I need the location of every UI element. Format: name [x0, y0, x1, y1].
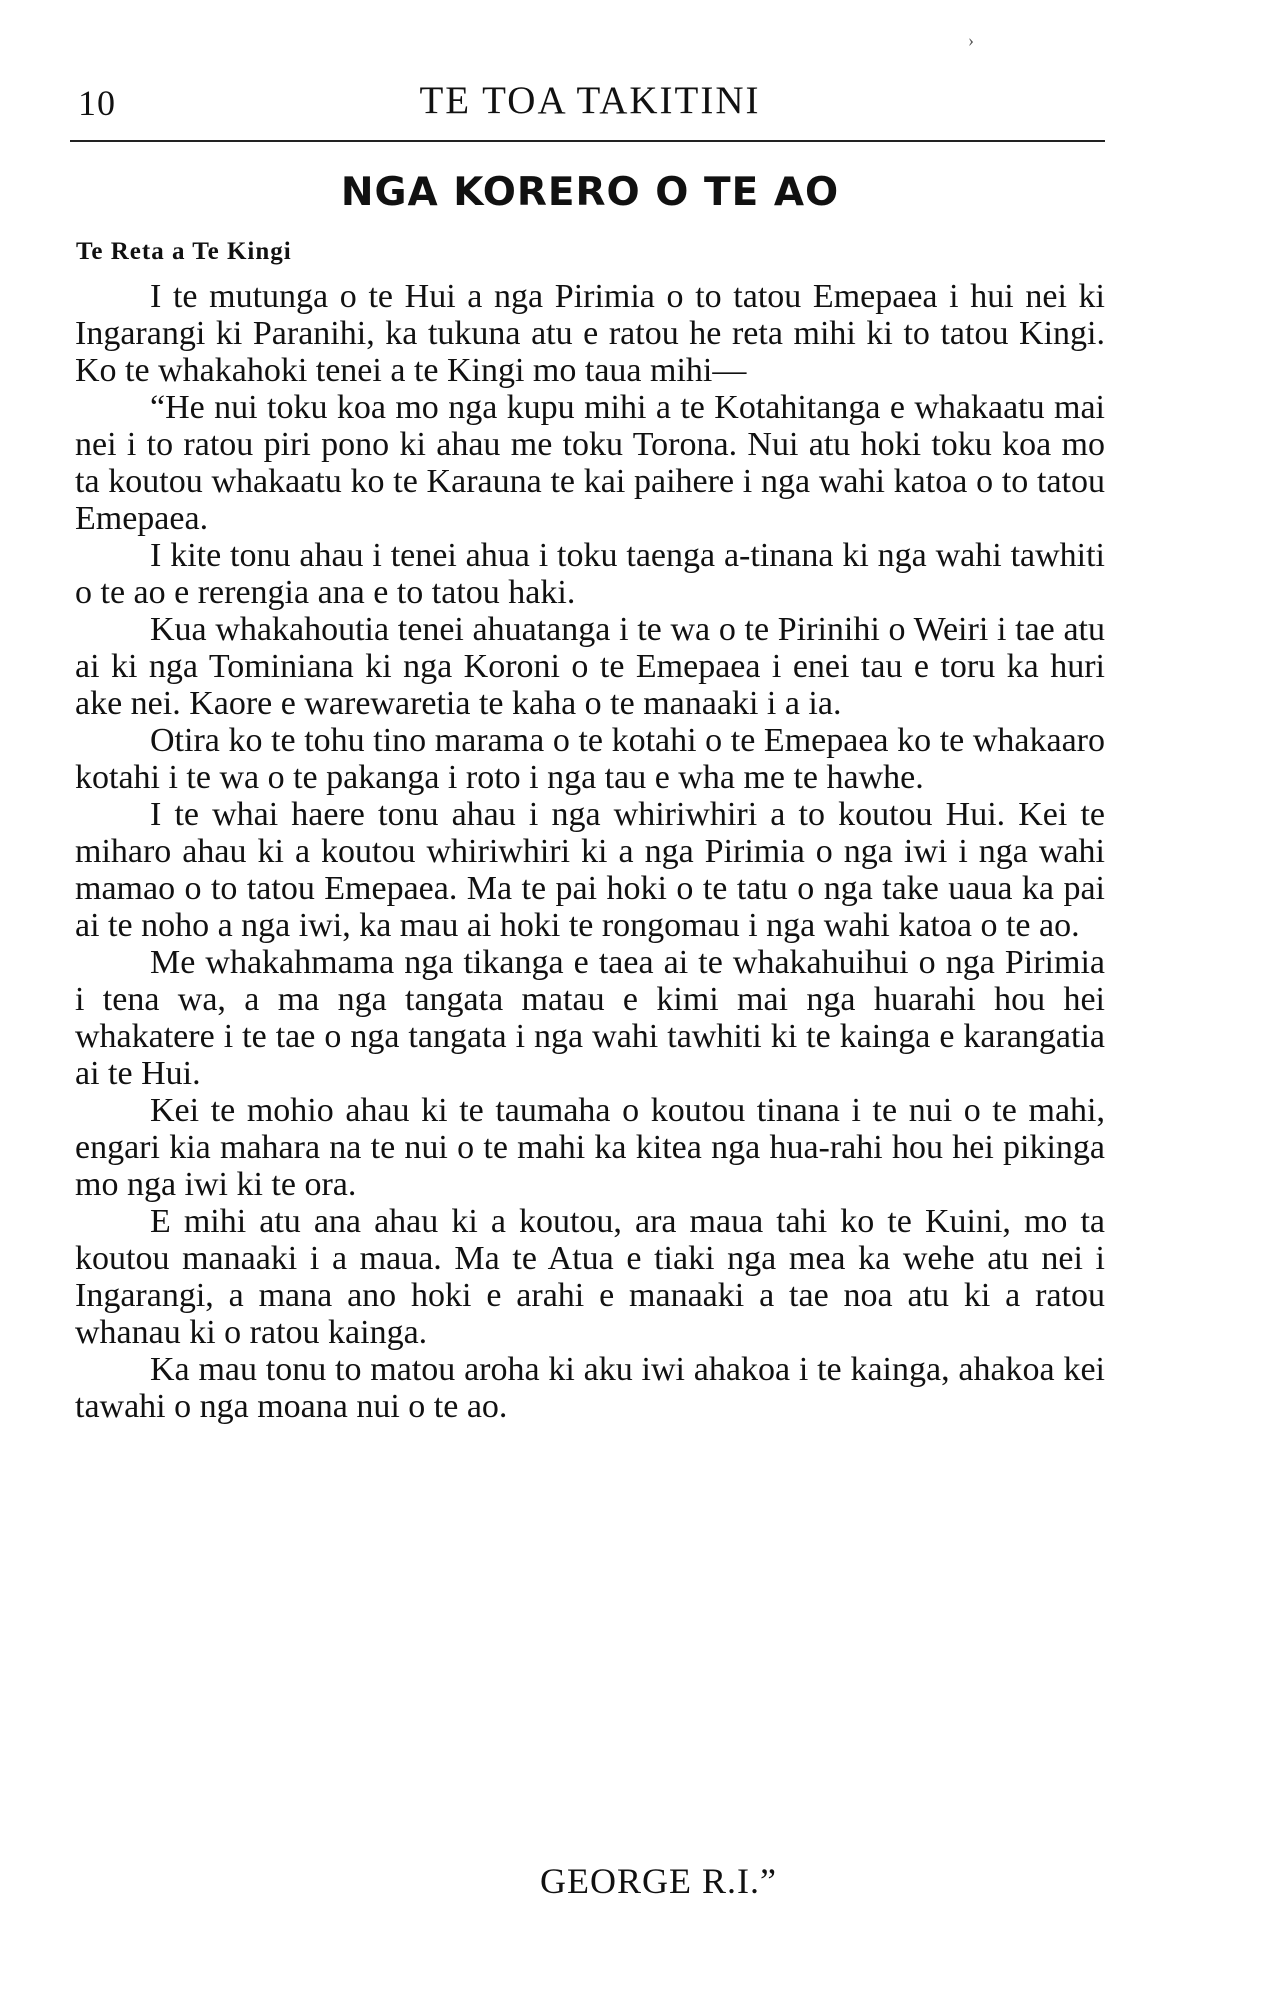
paragraph: E mihi atu ana ahau ki a koutou, ara maua tahi ko te Kuini, mo ta koutou manaaki i a maua. Ma te Atua e tiaki nga mea ka wehe atu nei i Ingarangi, a mana ano hoki e arahi e manaaki a tae noa atu ki a ratou whanau ki o ratou kainga. — [75, 1203, 1105, 1351]
running-title: TE TOA TAKITINI — [419, 79, 761, 122]
article-body — [75, 278, 1105, 1425]
paragraph: I te mutunga o te Hui a nga Pirimia o to tatou Emepaea i hui nei ki Ingarangi ki Paranihi, ka tukuna atu e ratou he reta mihi ki to tatou Kingi. Ko te whakahoki tenei a te Kingi mo taua mihi— — [75, 278, 1105, 389]
paragraph: Ka mau tonu to matou aroha ki aku iwi ahakoa i te kainga, ahakoa kei tawahi o nga moana nui o te ao. — [75, 1351, 1105, 1425]
paragraph: “He nui toku koa mo nga kupu mihi a te Kotahitanga e whakaatu mai nei i to ratou piri pono ki ahau me toku Torona. Nui atu hoki toku koa mo ta koutou whakaatu ko te Karauna te kai paihere i nga wahi katoa o to tatou Emepaea. — [75, 389, 1105, 537]
paragraph: I te whai haere tonu ahau i nga whiriwhiri a to koutou Hui. Kei te miharo ahau ki a koutou whiriwhiri ki a nga Pirimia o nga iwi i nga wahi mamao o to tatou Emepaea. Ma te pai hoki o te tatu o nga take uaua ka pai ai te noho a nga iwi, ka mau ai hoki te rongomau i nga wahi katoa o te ao. — [75, 796, 1105, 944]
paragraph: Kua whakahoutia tenei ahuatanga i te wa o te Pirinihi o Weiri i tae atu ai ki nga Tominiana ki nga Koroni o te Emepaea i enei tau e toru ka huri ake nei. Kaore e warewaretia te kaha o te manaaki i a ia. — [75, 611, 1105, 722]
paragraph: I kite tonu ahau i tenei ahua i toku taenga a-tinana ki nga wahi tawhiti o te ao e rerengia ana e to tatou haki. — [75, 537, 1105, 611]
page-number: 10 — [78, 83, 116, 123]
running-head — [70, 78, 1110, 128]
subsection-title: Te Reta a Te Kingi — [76, 238, 292, 265]
paragraph: Me whakahmama nga tikanga e taea ai te whakahuihui o nga Pirimia i tena wa, a ma nga tangata matau e kimi mai nga huarahi hou hei whakatere i te tae o nga tangata i nga wahi tawhiti ki te kainga e karangatia ai te Hui. — [75, 944, 1105, 1092]
print-speck: › — [968, 30, 974, 50]
paragraph: Kei te mohio ahau ki te taumaha o koutou tinana i te nui o te mahi, engari kia mahara na te nui o te mahi ka kitea nga hua-rahi hou hei pikinga mo nga iwi ki te ora. — [75, 1092, 1105, 1203]
paragraph: Otira ko te tohu tino marama o te kotahi o te Emepaea ko te whakaaro kotahi i te wa o te pakanga i roto i nga tau e wha me te hawhe. — [75, 722, 1105, 796]
header-divider — [70, 140, 1105, 142]
signature: GEORGE R.I.” — [540, 1861, 777, 1901]
section-title: NGA KORERO O TE AO — [340, 170, 840, 215]
